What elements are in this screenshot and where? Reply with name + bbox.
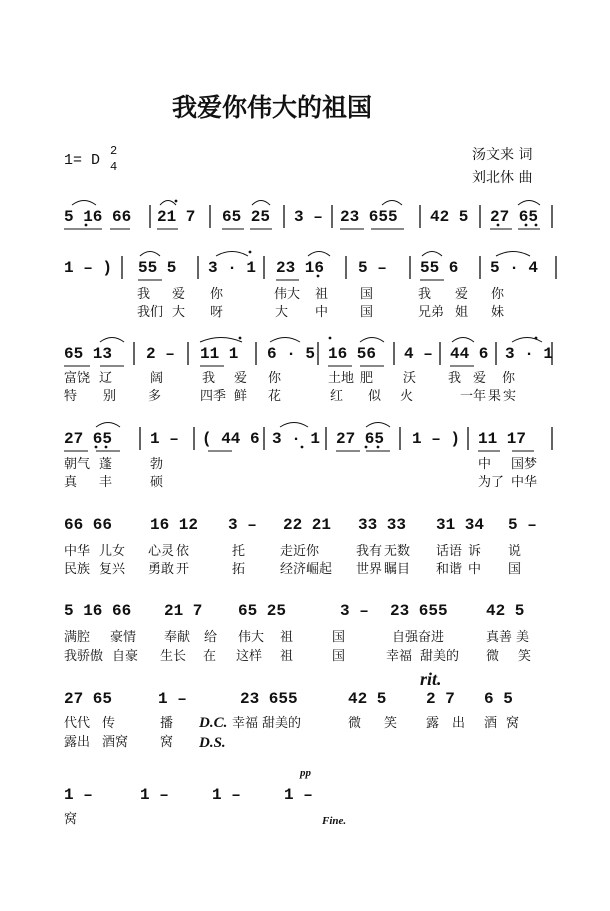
lyric-line-2: 酒窝 (102, 735, 129, 750)
note-group: ( 44 6 (202, 430, 260, 448)
slur (422, 252, 442, 257)
lyric-line-1: 辽 (99, 371, 113, 386)
note-group: 16 12 (150, 516, 199, 534)
lyric-line-2: 一年 (460, 389, 487, 404)
note-group: 23 16 (276, 259, 325, 277)
slur (280, 423, 308, 428)
lyric-line-1: 心灵 (148, 544, 175, 559)
lyric-line-2: 窝 (160, 735, 174, 750)
lyric-line-1: 伟大 (238, 630, 265, 645)
note-group: 65 13 (64, 345, 113, 363)
lyric-line-1: 奉献 (164, 630, 191, 645)
lyric-line-2: 国 (508, 562, 522, 577)
lyric-line-1: 微 (348, 716, 362, 731)
lyric-line-1: 爱 (455, 287, 469, 302)
lyric-line-1: 你 (502, 371, 516, 386)
lyric-line-1: 你 (491, 287, 505, 302)
note-group: 5 16 66 (64, 208, 132, 226)
lyric-line-2: 大 (275, 305, 289, 320)
lyric-line-1: 美 (516, 630, 530, 645)
slur (96, 423, 120, 428)
lyric-line-2: 实 (503, 389, 517, 404)
lyric-line-2: 经济 (280, 562, 307, 577)
lyric-line-1: 蓬 (99, 457, 113, 472)
lyric-line-1: 依 (176, 544, 190, 559)
lyric-line-2: 中 (315, 305, 329, 320)
lyric-line-2: 丰 (99, 475, 113, 490)
lyric-line-1: 爱 (172, 287, 186, 302)
note-group: 1 – (212, 786, 241, 804)
lyric-line-1: 播 (160, 716, 174, 731)
lyric-line-1: 走近 (280, 544, 307, 559)
lyric-line-2: 瞩目 (384, 562, 411, 577)
note-group: 23 655 (390, 602, 448, 620)
slur (382, 201, 402, 206)
lyric-line-1: 祖 (315, 287, 329, 302)
lyric-line-2: 妹 (491, 305, 505, 320)
lyric-line-2: 呀 (210, 305, 224, 320)
lyric-line-1: 中华 (64, 544, 91, 559)
lyric-line-2: 似 (368, 389, 382, 404)
lyric-line-2: 兄弟 (418, 305, 445, 320)
lyric-line-2: 拓 (232, 562, 246, 577)
note-group: 6 · 5 (267, 345, 316, 363)
note-group: 27 65 (490, 208, 539, 226)
time-signature-bottom: 4 (110, 160, 118, 174)
note-group: 2 7 (426, 690, 455, 708)
lyric-line-2: 国 (332, 649, 346, 664)
note-group: 16 56 (328, 345, 377, 363)
lyric-line-1: 肥 (360, 371, 374, 386)
lyric-line-1: 你 (210, 287, 224, 302)
ds-marking: D.S. (199, 735, 226, 751)
lyric-line-1: 我 (448, 371, 462, 386)
note-group: 11 17 (478, 430, 527, 448)
lyric-line-2: 我们 (137, 305, 164, 320)
note-group: 22 21 (283, 516, 332, 534)
lyric-line-1: 沃 (403, 371, 417, 386)
note-group: 3 – (340, 602, 369, 620)
slur (200, 338, 242, 343)
lyric-line-2: 我骄 (64, 649, 91, 664)
lyric-line-1: 幸福 (232, 716, 259, 731)
slur (140, 252, 160, 257)
slur (308, 252, 330, 257)
lyric-line-1: 阔 (150, 371, 164, 386)
octave-dot (175, 200, 178, 203)
note-group: 66 66 (64, 516, 113, 534)
lyric-line-1: 自强 (392, 630, 419, 645)
lyric-line-2: 火 (400, 389, 414, 404)
note-group: 11 1 (200, 345, 239, 363)
slur (360, 338, 384, 343)
lyric-line-2: 露出 (64, 735, 91, 750)
note-group: 1 – (284, 786, 313, 804)
note-group: 42 5 (486, 602, 525, 620)
lyric-line-2: 中华 (511, 475, 538, 490)
octave-dot (329, 337, 332, 340)
pianissimo-marking: pp (300, 767, 311, 779)
lyric-line-1: 托 (232, 544, 246, 559)
lyric-line-1: 你 (306, 544, 320, 559)
note-group: 1 – (64, 786, 93, 804)
lyric-line-1: 代代 (64, 716, 91, 731)
slur (252, 201, 270, 206)
lyric-line-1: 国梦 (511, 457, 538, 472)
slur (270, 338, 300, 343)
key-signature: 1= D (64, 152, 101, 169)
note-group: 3 – (294, 208, 323, 226)
slur (452, 338, 474, 343)
fine-marking: Fine. (322, 815, 347, 827)
lyric-line-1: 奋进 (418, 630, 445, 645)
lyric-line-1: 话语 (436, 544, 463, 559)
time-signature-top: 2 (110, 144, 118, 158)
note-group: 65 25 (222, 208, 271, 226)
note-group: 3 – (228, 516, 257, 534)
lyric-line-1: 爱 (473, 371, 487, 386)
lyric-line-1: 儿女 (99, 544, 126, 559)
lyric-line-1: 笑 (384, 716, 398, 731)
lyric-line-2: 笑 (518, 649, 532, 664)
note-group: 1 – ) (412, 430, 461, 448)
lyric-line-1: 真善 (486, 630, 513, 645)
octave-dot (249, 251, 252, 254)
note-group: 3 · 1 (208, 259, 257, 277)
lyric-line-2: 姐 (455, 305, 469, 320)
lyric-line-2: 这样 (236, 649, 263, 664)
ritardando-marking: rit. (420, 669, 442, 689)
lyric-line-1: 传 (102, 716, 116, 731)
lyric-line-1: 无数 (384, 544, 411, 559)
slur (72, 201, 96, 206)
note-group: 3 · 1 (505, 345, 554, 363)
note-group: 27 65 (336, 430, 385, 448)
note-group: 21 7 (164, 602, 203, 620)
lyric-line-2: 特 (64, 389, 78, 404)
lyric-line-1: 窝 (64, 812, 78, 827)
lyric-line-2: 和谐 (436, 562, 463, 577)
note-group: 23 655 (240, 690, 298, 708)
note-group: 21 7 (157, 208, 196, 226)
lyric-line-2: 复兴 (99, 562, 126, 577)
lyric-line-2: 勇敢 (148, 562, 175, 577)
lyric-line-1: 富饶 (64, 371, 91, 386)
lyric-line-2: 崛起 (306, 562, 333, 577)
note-group: 5 – (508, 516, 537, 534)
lyric-line-1: 我 (137, 287, 151, 302)
lyric-line-1: 你 (268, 371, 282, 386)
note-group: 5 16 66 (64, 602, 132, 620)
note-group: 3 · 1 (272, 430, 321, 448)
lyric-line-2: 国 (360, 305, 374, 320)
lyric-line-2: 自豪 (112, 649, 139, 664)
lyric-line-2: 四季 (200, 389, 227, 404)
note-group: 1 – ) (64, 259, 113, 277)
lyric-line-2: 在 (203, 649, 217, 664)
note-group: 1 – (158, 690, 187, 708)
note-group: 44 6 (450, 345, 489, 363)
lyric-line-1: 出 (452, 716, 466, 731)
lyric-line-2: 民族 (64, 562, 91, 577)
slur (216, 252, 248, 257)
slur (366, 423, 390, 428)
note-group: 27 65 (64, 690, 113, 708)
lyric-line-2: 为了 (478, 475, 505, 490)
note-group: 6 5 (484, 690, 513, 708)
note-group: 33 33 (358, 516, 407, 534)
lyric-line-1: 豪情 (110, 630, 137, 645)
note-group: 27 65 (64, 430, 113, 448)
lyric-line-2: 微 (486, 649, 500, 664)
lyric-line-1: 甜美的 (262, 716, 302, 731)
note-group: 31 34 (436, 516, 485, 534)
lyric-line-1: 爱 (234, 371, 248, 386)
note-group: 5 – (358, 259, 387, 277)
lyric-line-2: 别 (103, 389, 117, 404)
lyric-line-1: 诉 (468, 544, 482, 559)
lyric-line-2: 生长 (160, 649, 187, 664)
lyric-line-2: 傲 (90, 649, 104, 664)
lyric-line-1: 窝 (506, 716, 520, 731)
slur (518, 201, 540, 206)
lyric-line-1: 说 (508, 544, 522, 559)
lyric-line-1: 我 (202, 371, 216, 386)
octave-dot (535, 337, 538, 340)
note-group: 42 5 (430, 208, 469, 226)
lyric-line-2: 中 (468, 562, 482, 577)
lyric-line-1: 满腔 (64, 630, 91, 645)
lyric-line-1: 国 (332, 630, 346, 645)
lyric-line-1: 露 (426, 716, 440, 731)
lyric-line-2: 世界 (356, 562, 383, 577)
note-group: 1 – (150, 430, 179, 448)
lyric-line-2: 硕 (150, 475, 164, 490)
lyric-line-1: 土地 (328, 371, 355, 386)
lyric-line-2: 幸福 (386, 649, 413, 664)
note-group: 5 · 4 (490, 259, 539, 277)
note-group: 4 – (404, 345, 433, 363)
lyric-line-2: 鲜 (234, 389, 248, 404)
lyric-line-1: 国 (360, 287, 374, 302)
note-group: 42 5 (348, 690, 387, 708)
octave-dot (239, 337, 242, 340)
lyric-line-1: 勃 (150, 457, 164, 472)
note-group: 55 6 (420, 259, 459, 277)
note-group: 1 – (140, 786, 169, 804)
slur (100, 338, 124, 343)
note-group: 65 25 (238, 602, 287, 620)
lyric-line-1: 我有 (356, 544, 383, 559)
composer-credit: 刘北休 曲 (472, 170, 533, 186)
lyric-line-1: 酒 (484, 716, 498, 731)
song-title: 我爱你伟大的祖国 (172, 93, 373, 122)
lyric-line-2: 花 (268, 389, 282, 404)
lyric-line-1: 祖 (280, 630, 294, 645)
lyric-line-2: 开 (176, 562, 190, 577)
slur (160, 201, 176, 206)
lyric-line-1: 伟大 (274, 287, 301, 302)
note-group: 2 – (146, 345, 175, 363)
lyric-line-1: 中 (478, 457, 492, 472)
lyric-line-2: 红 (330, 389, 344, 404)
lyricist-credit: 汤文来 词 (472, 147, 533, 163)
note-group: 55 5 (138, 259, 177, 277)
lyric-line-1: 我 (418, 287, 432, 302)
dc-marking: D.C. (199, 715, 228, 731)
slur (496, 252, 530, 257)
lyric-line-1: 朝气 (64, 457, 91, 472)
lyric-line-2: 甜美的 (420, 649, 460, 664)
lyric-line-2: 真 (64, 475, 78, 490)
lyric-line-1: 给 (204, 630, 218, 645)
slur (512, 338, 542, 343)
lyric-line-2: 祖 (280, 649, 294, 664)
lyric-line-2: 多 (148, 389, 162, 404)
lyric-line-2: 大 (172, 305, 186, 320)
note-group: 23 655 (340, 208, 398, 226)
lyric-line-2: 果 (488, 389, 502, 404)
